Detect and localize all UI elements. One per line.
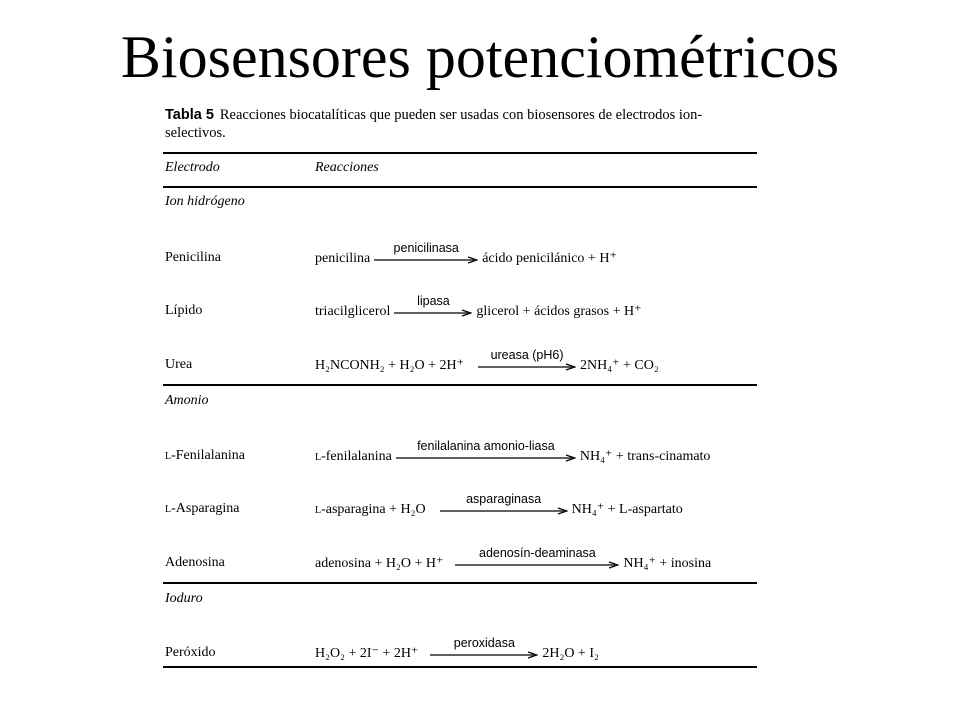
top-rule [163, 152, 757, 154]
arrow-icon [478, 363, 576, 371]
electrode-label: Urea [165, 357, 193, 372]
arrow-icon [440, 507, 568, 515]
prefix: L [165, 451, 172, 462]
reaction-arrow [396, 439, 576, 465]
reactants: L-fenilalanina [315, 449, 392, 464]
reaction-equation [315, 636, 599, 662]
electrode-label [165, 448, 245, 464]
products: NH₄⁺ + inosina [623, 556, 712, 571]
reactants: L-asparagina + H₂O [315, 502, 426, 517]
group-rule [163, 384, 757, 386]
reaction-arrow [430, 636, 538, 662]
caption-text: Reacciones biocatalíticas que pueden ser usadas con biosensores de electrodos ion-selectivos. [165, 107, 703, 141]
reaction-equation [315, 439, 711, 465]
electrode-label: Lípido [165, 303, 203, 318]
label-text: -Fenilalanina [171, 448, 245, 463]
products: 2NH₄⁺ + CO₂ [580, 358, 659, 373]
enzyme-label: lipasa [417, 294, 450, 308]
arrow-icon [455, 561, 619, 569]
enzyme-label: ureasa (pH6) [490, 348, 564, 362]
caption-number: Tabla 5 [165, 107, 214, 123]
group-heading: Amonio [165, 393, 209, 408]
reaction-equation [315, 241, 617, 267]
reaction-equation [315, 492, 683, 518]
reaction-equation [315, 546, 712, 572]
reaction-arrow [394, 294, 472, 320]
reaction-arrow [374, 241, 478, 267]
column-header-electrode: Electrodo [165, 160, 220, 175]
electrode-label: Peróxido [165, 645, 216, 660]
reaction-arrow [455, 546, 619, 572]
reaction-arrow [440, 492, 568, 518]
bottom-rule [163, 666, 757, 668]
slide-title: Biosensores potenciométricos [120, 24, 840, 90]
reactions-table [163, 102, 757, 668]
products: 2H₂O + I₂ [542, 646, 599, 661]
enzyme-label: fenilalanina amonio-liasa [417, 439, 555, 453]
products: ácido penicilánico + H⁺ [482, 251, 617, 266]
electrode-label: Penicilina [165, 250, 221, 265]
reactants: H₂O₂ + 2I⁻ + 2H⁺ [315, 646, 419, 661]
products: NH₄⁺ + trans-cinamato [579, 449, 711, 464]
products: NH₄⁺ + L-aspartato [571, 502, 683, 517]
reactants: H₂NCONH₂ + H₂O + 2H⁺ [315, 358, 465, 373]
group-heading: Ioduro [165, 591, 203, 606]
arrow-icon [430, 651, 538, 659]
column-header-reactions: Reacciones [315, 160, 379, 175]
reactants: penicilina [315, 251, 371, 266]
enzyme-label: peroxidasa [453, 636, 515, 650]
group-rule [163, 582, 757, 584]
reaction-equation [315, 294, 642, 320]
reaction-equation [315, 348, 659, 374]
reactants: triacilglicerol [315, 304, 391, 319]
label-text: -Asparagina [171, 501, 240, 516]
header-rule [163, 186, 757, 188]
enzyme-label: asparaginasa [466, 492, 542, 506]
arrow-icon [374, 256, 478, 264]
enzyme-label: adenosín-deaminasa [479, 546, 596, 560]
reactants: adenosina + H₂O + H⁺ [315, 556, 444, 571]
electrode-label [165, 501, 240, 517]
reaction-arrow [478, 348, 576, 374]
prefix: L [165, 504, 172, 515]
arrow-icon [396, 454, 576, 462]
table-caption [165, 106, 759, 142]
products: glicerol + ácidos grasos + H⁺ [476, 304, 642, 319]
electrode-label: Adenosina [165, 555, 225, 570]
arrow-icon [394, 309, 472, 317]
enzyme-label: penicilinasa [393, 241, 459, 255]
group-heading: Ion hidrógeno [165, 194, 245, 209]
